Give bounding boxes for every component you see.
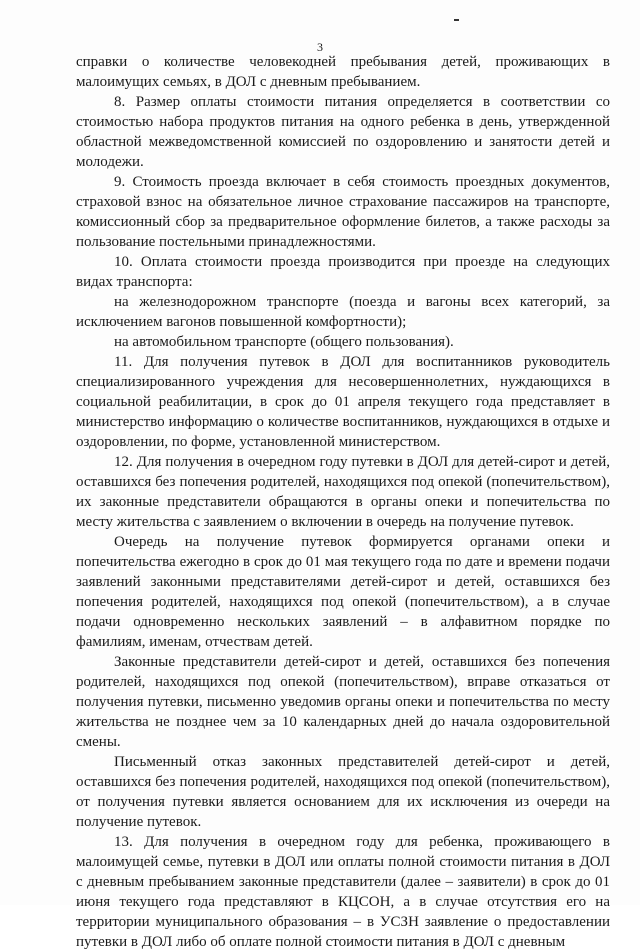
paragraph-refusal-right: Законные представители детей-сирот и детей, оставшихся без попечения родителей, находящихся под опекой (попечительством), вправе отказаться от получения путевки, письменно уведомив органы опеки и попечительства по месту жительства не позднее чем за 10 календарных дней до начала оздоровительной смены. xyxy=(76,654,610,750)
paragraph-written-refusal: Письменный отказ законных представителей детей-сирот и детей, оставшихся без попечения родителей, находящихся под опекой (попечительством), от получения путевки является основанием для их исключения из очереди на получение путевок. xyxy=(76,754,610,830)
paragraph-item-10: 10. Оплата стоимости проезда производится при проезде на следующих видах транспорта: xyxy=(76,254,610,290)
paragraph-queue-formation: Очередь на получение путевок формируется органами опеки и попечительства ежегодно в срок до 01 мая текущего года по дате и времени подачи заявлений законными представителями детей-сирот и детей, оставшихся без попечения родителей, находящихся под опекой (попечительством), а в случае подачи одновременно нескольких заявлений – в алфавитном порядке по фамилиям, именам, отчествам детей. xyxy=(76,534,610,650)
paragraph-item-11: 11. Для получения путевок в ДОЛ для воспитанников руководитель специализированного учреждения для несовершеннолетних, нуждающихся в социальной реабилитации, в срок до 01 апреля текущего года представляет в министерство информацию о количестве воспитанников, нуждающихся в отдыхе и оздоровлении, по форме, установленной министерством. xyxy=(76,354,610,450)
scan-artifact-mark xyxy=(454,19,459,21)
paragraph-item-12: 12. Для получения в очередном году путевки в ДОЛ для детей-сирот и детей, оставшихся без попечения родителей, находящихся под опекой (попечительством), их законные представители обращаются в органы опеки и попечительства по месту жительства с заявлением о включении в очередь на получение путевок. xyxy=(76,454,610,530)
paragraph-item-9: 9. Стоимость проезда включает в себя стоимость проездных документов, страховой взнос на обязательное личное страхование пассажиров на транспорте, комиссионный сбор за предварительное оформление билетов, а также расходы за пользование постельными принадлежностями. xyxy=(76,174,610,250)
paragraph-continuation: справки о количестве человекодней пребывания детей, проживающих в малоимущих семьях, в ДОЛ с дневным пребыванием. xyxy=(76,54,610,90)
paragraph-item-8: 8. Размер оплаты стоимости питания определяется в соответствии со стоимостью набора продуктов питания на одного ребенка в день, утвержденной областной межведомственной комиссией по оздоровлению и занятости детей и молодежи. xyxy=(76,94,610,170)
paragraph-item-13: 13. Для получения в очередном году для ребенка, проживающего в малоимущей семье, путевки в ДОЛ или оплаты полной стоимости питания в ДОЛ с дневным пребыванием законные представители (далее – заявители) в срок до 01 июня текущего года представляют в КЦСОН, а в случае отсутствия его на территории муниципального образования – в УСЗН заявление о предоставлении путевки в ДОЛ либо об оплате полной стоимости питания в ДОЛ с дневным xyxy=(76,834,610,950)
page-number: 3 xyxy=(317,40,323,54)
paragraph-transport-rail: на железнодорожном транспорте (поезда и вагоны всех категорий, за исключением вагонов повышенной комфортности); xyxy=(76,294,610,330)
paragraph-transport-road: на автомобильном транспорте (общего пользования). xyxy=(114,334,454,350)
document-body xyxy=(76,52,610,952)
